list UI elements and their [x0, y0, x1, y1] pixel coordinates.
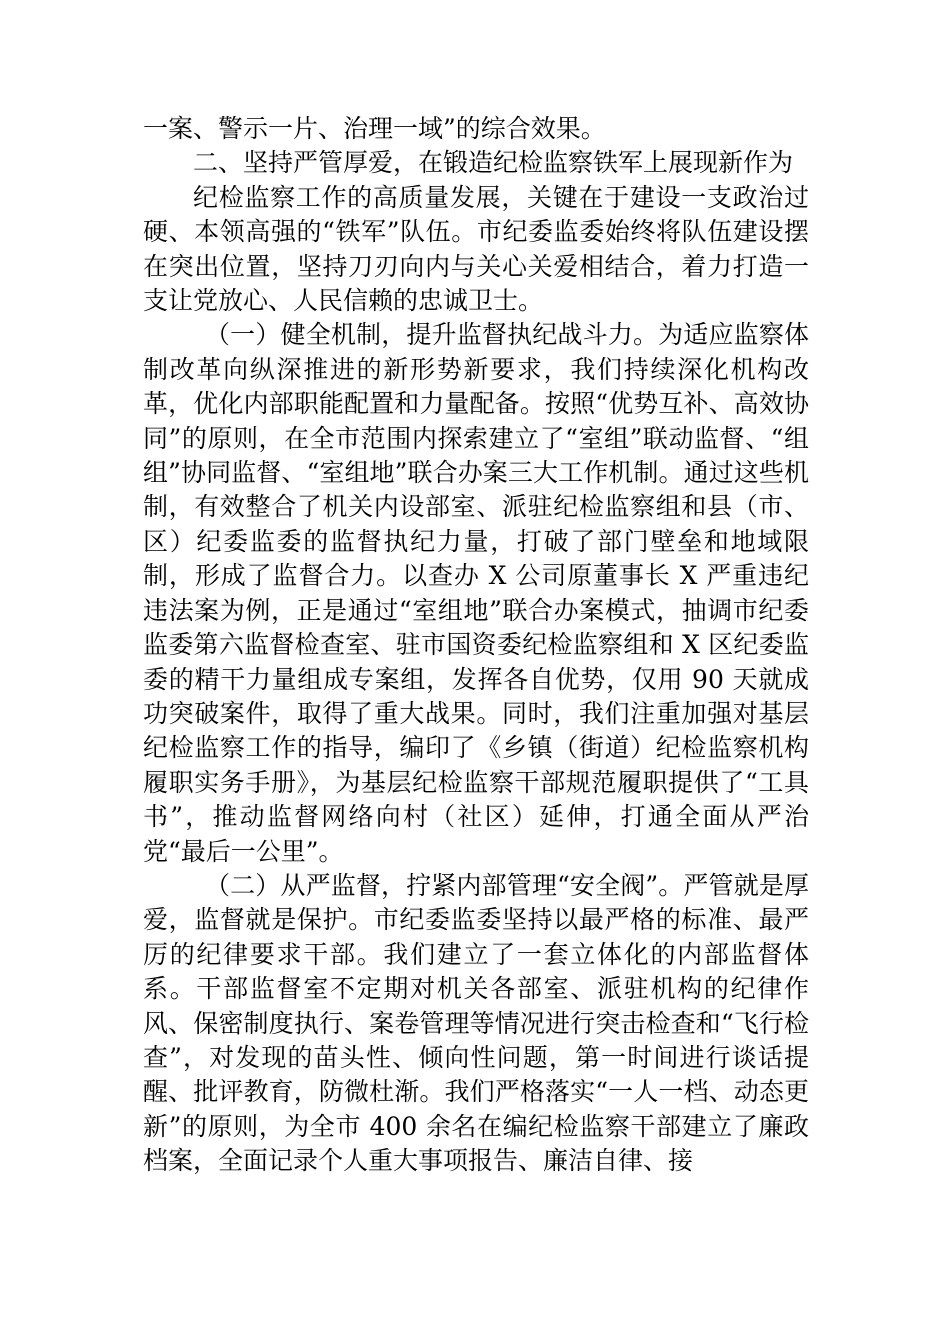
paragraph-subsection-2: （二）从严监督，拧紧内部管理“安全阀”。严管就是厚爱，监督就是保护。市纪委监委坚持以最严格的标准、最严厉的纪律要求干部。我们建立了一套立体化的内部监督体系。干部监督室不定期对机关各部室、派驻机构的纪律作风、保密制度执行、案卷管理等情况进行突击检查和“飞行检查”，对发现的苗头性、倾向性问题，第一时间进行谈话提醒、批评教育，防微杜渐。我们严格落实“一人一档、动态更新”的原则，为全市 400 余名在编纪检监察干部建立了廉政档案，全面记录个人重大事项报告、廉洁自律、接	[143, 870, 809, 1176]
paragraph-subsection-1: （一）健全机制，提升监督执纪战斗力。为适应监察体制改革向纵深推进的新形势新要求，我们持续深化机构改革，优化内部职能配置和力量配备。按照“优势互补、高效协同”的原则，在全市范围内探索建立了“室组”联动监督、“组组”协同监督、“室组地”联合办案三大工作机制。通过这些机制，有效整合了机关内设部室、派驻纪检监察组和县（市、区）纪委监委的监督执纪力量，打破了部门壁垒和地域限制，形成了监督合力。以查办 X 公司原董事长 X 严重违纪违法案为例，正是通过“室组地”联合办案模式，抽调市纪委监委第六监督检查室、驻市国资委纪检监察组和 X 区纪委监委的精干力量组成专案组，发挥各自优势，仅用 90 天就成功突破案件，取得了重大战果。同时，我们注重加强对基层纪检监察工作的指导，编印了《乡镇（街道）纪检监察机构履职实务手册》，为基层纪检监察干部规范履职提供了“工具书”，推动监督网络向村（社区）延伸，打通全面从严治党“最后一公里”。	[143, 320, 809, 866]
paragraph-continuation: 一案、警示一片、治理一域”的综合效果。	[143, 114, 606, 143]
section-heading: 二、坚持严管厚爱，在锻造纪检监察铁军上展现新作为	[193, 148, 794, 178]
paragraph-intro: 纪检监察工作的高质量发展，关键在于建设一支政治过硬、本领高强的“铁军”队伍。市纪委监委始终将队伍建设摆在突出位置，坚持刀刃向内与关心关爱相结合，着力打造一支让党放心、人民信赖的忠诚卫士。	[143, 182, 809, 316]
document-body	[143, 112, 809, 1179]
